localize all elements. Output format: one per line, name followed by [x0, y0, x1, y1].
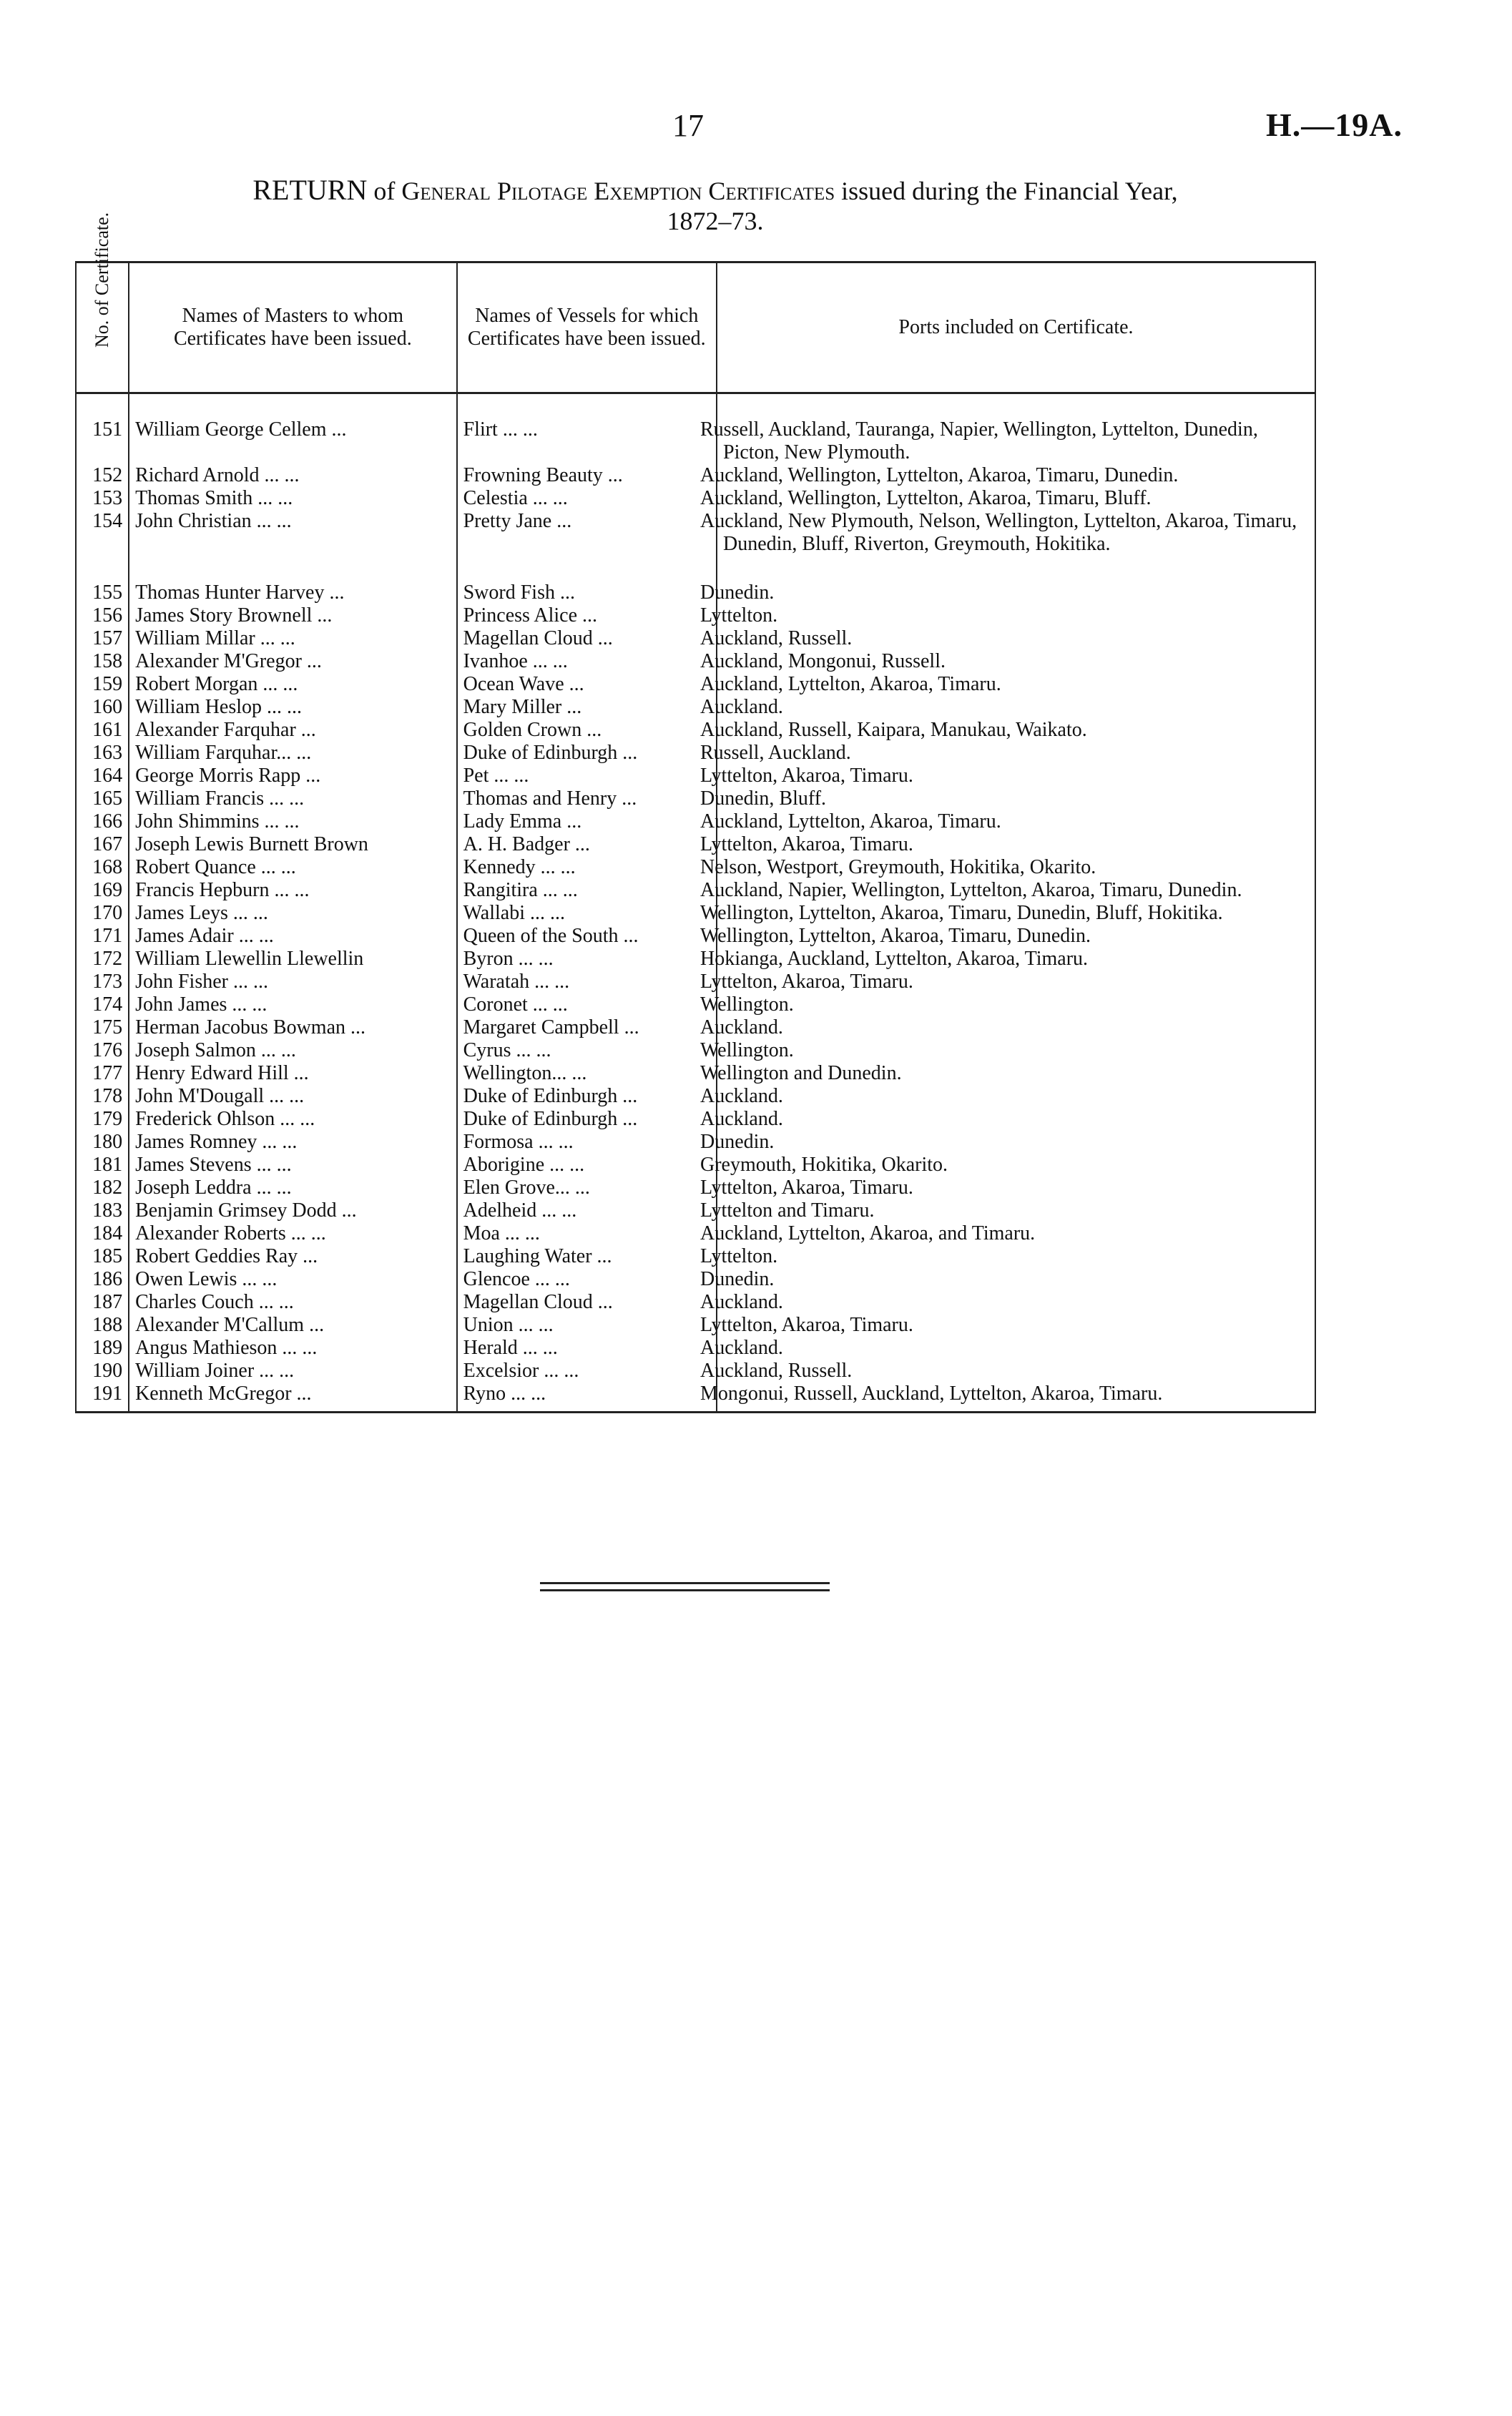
vessel-name-cell: Cyrus ... ... [457, 1039, 717, 1062]
vessel-name-cell: Princess Alice ... [457, 604, 717, 627]
certificate-number-cell: 168 [76, 856, 129, 879]
ports-cell: Wellington and Dunedin. [717, 1062, 1315, 1085]
vessel-name-cell: Union ... ... [457, 1314, 717, 1337]
title-year: 1872–73. [667, 207, 764, 235]
table-row [76, 1291, 1315, 1314]
vessel-name-cell: Wallabi ... ... [457, 902, 717, 925]
ports-cell: Auckland, Lyttelton, Akaroa, Timaru. [717, 673, 1315, 696]
ports-cell: Auckland. [717, 1337, 1315, 1360]
master-name-cell: James Romney ... ... [129, 1131, 457, 1154]
table-row [76, 879, 1315, 902]
vessel-name-cell: Duke of Edinburgh ... [457, 1108, 717, 1131]
master-name-cell: Robert Geddies Ray ... [129, 1245, 457, 1268]
certificate-number-cell: 151 [76, 418, 129, 464]
title-rest: issued during the Financial Year, [841, 177, 1178, 205]
ports-cell: Dunedin. [717, 1131, 1315, 1154]
certificate-number-cell: 170 [76, 902, 129, 925]
table-row [76, 1108, 1315, 1131]
vessel-name-cell: Aborigine ... ... [457, 1154, 717, 1177]
master-name-cell: Alexander M'Callum ... [129, 1314, 457, 1337]
vessel-name-cell: Excelsior ... ... [457, 1360, 717, 1383]
ports-cell: Dunedin. [717, 556, 1315, 604]
certificate-number-cell: 164 [76, 765, 129, 787]
vessel-name-cell: Kennedy ... ... [457, 856, 717, 879]
table-row [76, 1154, 1315, 1177]
table-row [76, 810, 1315, 833]
vessel-name-cell: Coronet ... ... [457, 993, 717, 1016]
certificate-number-cell: 159 [76, 673, 129, 696]
table-row [76, 833, 1315, 856]
table-body [76, 418, 1315, 1413]
vessel-name-cell: Ivanhoe ... ... [457, 650, 717, 673]
ports-cell: Lyttelton and Timaru. [717, 1199, 1315, 1222]
table-row [76, 787, 1315, 810]
master-name-cell: James Leys ... ... [129, 902, 457, 925]
ports-cell: Lyttelton. [717, 1245, 1315, 1268]
certificate-number-cell: 182 [76, 1177, 129, 1199]
master-name-cell: Thomas Smith ... ... [129, 487, 457, 510]
ports-cell: Auckland, Russell. [717, 627, 1315, 650]
vessel-name-cell: Duke of Edinburgh ... [457, 742, 717, 765]
ports-cell: Auckland, Napier, Wellington, Lyttelton, Akaroa, Timaru, Dunedin. [717, 879, 1315, 902]
title-return-word: RETURN [252, 174, 368, 206]
vessel-name-cell: Margaret Campbell ... [457, 1016, 717, 1039]
table-row [76, 1245, 1315, 1268]
table-row [76, 464, 1315, 487]
ports-cell: Wellington, Lyttelton, Akaroa, Timaru, Dunedin. [717, 925, 1315, 948]
certificate-number-cell: 191 [76, 1383, 129, 1413]
vessel-name-cell: Golden Crown ... [457, 719, 717, 742]
table-row [76, 856, 1315, 879]
closing-rule-bottom [540, 1589, 830, 1591]
ports-cell: Auckland. [717, 1016, 1315, 1039]
table-row [76, 902, 1315, 925]
vessel-name-cell: Lady Emma ... [457, 810, 717, 833]
vessel-name-cell: Pet ... ... [457, 765, 717, 787]
vessel-name-cell: Rangitira ... ... [457, 879, 717, 902]
certificate-number-cell: 186 [76, 1268, 129, 1291]
master-name-cell: William Farquhar... ... [129, 742, 457, 765]
master-name-cell: Alexander Roberts ... ... [129, 1222, 457, 1245]
certificate-number-cell: 156 [76, 604, 129, 627]
master-name-cell: Francis Hepburn ... ... [129, 879, 457, 902]
master-name-cell: James Stevens ... ... [129, 1154, 457, 1177]
vessel-name-cell: Sword Fish ... [457, 556, 717, 604]
ports-cell: Dunedin, Bluff. [717, 787, 1315, 810]
header-spacer [76, 393, 1315, 419]
table-row [76, 673, 1315, 696]
certificate-number-cell: 183 [76, 1199, 129, 1222]
ports-cell: Lyttelton, Akaroa, Timaru. [717, 1177, 1315, 1199]
ports-cell: Auckland. [717, 696, 1315, 719]
certificate-number-cell: 181 [76, 1154, 129, 1177]
ports-cell: Auckland, Wellington, Lyttelton, Akaroa, Timaru, Bluff. [717, 487, 1315, 510]
table-row [76, 650, 1315, 673]
vessel-name-cell: Frowning Beauty ... [457, 464, 717, 487]
closing-rule-top [540, 1582, 830, 1584]
table-row [76, 487, 1315, 510]
ports-cell: Auckland. [717, 1108, 1315, 1131]
certificate-number-cell: 166 [76, 810, 129, 833]
table-row [76, 1062, 1315, 1085]
master-name-cell: Herman Jacobus Bowman ... [129, 1016, 457, 1039]
title-of: of [373, 177, 396, 205]
ports-cell: Lyttelton. [717, 604, 1315, 627]
table-row [76, 1268, 1315, 1291]
certificate-number-cell: 177 [76, 1062, 129, 1085]
master-name-cell: William Joiner ... ... [129, 1360, 457, 1383]
vessel-name-cell: Pretty Jane ... [457, 510, 717, 556]
master-name-cell: George Morris Rapp ... [129, 765, 457, 787]
master-name-cell: John Shimmins ... ... [129, 810, 457, 833]
ports-cell: Auckland, Mongonui, Russell. [717, 650, 1315, 673]
master-name-cell: Benjamin Grimsey Dodd ... [129, 1199, 457, 1222]
certificate-number-cell: 165 [76, 787, 129, 810]
document-reference: H.—19A. [1266, 107, 1403, 143]
vessel-name-cell: Moa ... ... [457, 1222, 717, 1245]
table-row [76, 1016, 1315, 1039]
table-row [76, 925, 1315, 948]
table-row [76, 1383, 1315, 1413]
vessel-name-cell: Adelheid ... ... [457, 1199, 717, 1222]
table-row [76, 719, 1315, 742]
vessel-name-cell: Thomas and Henry ... [457, 787, 717, 810]
vessel-name-cell: Wellington... ... [457, 1062, 717, 1085]
ports-cell: Lyttelton, Akaroa, Timaru. [717, 833, 1315, 856]
certificate-number-cell: 175 [76, 1016, 129, 1039]
certificate-number-cell: 190 [76, 1360, 129, 1383]
ports-cell: Auckland. [717, 1291, 1315, 1314]
master-name-cell: William Heslop ... ... [129, 696, 457, 719]
table-row [76, 742, 1315, 765]
vessel-name-cell: Waratah ... ... [457, 971, 717, 993]
certificate-number-cell: 153 [76, 487, 129, 510]
page-number: 17 [672, 108, 704, 143]
header-masters: Names of Masters to whom Certificates have been issued. [129, 262, 457, 393]
table-row [76, 604, 1315, 627]
table-row [76, 1177, 1315, 1199]
master-name-cell: Angus Mathieson ... ... [129, 1337, 457, 1360]
certificate-number-cell: 174 [76, 993, 129, 1016]
certificate-number-cell: 173 [76, 971, 129, 993]
vessel-name-cell: Mary Miller ... [457, 696, 717, 719]
ports-cell: Auckland, Russell. [717, 1360, 1315, 1383]
certificate-number-cell: 172 [76, 948, 129, 971]
certificate-number-cell: 171 [76, 925, 129, 948]
vessel-name-cell: Herald ... ... [457, 1337, 717, 1360]
master-name-cell: Richard Arnold ... ... [129, 464, 457, 487]
table-row [76, 1039, 1315, 1062]
master-name-cell: Joseph Lewis Burnett Brown [129, 833, 457, 856]
certificate-number-cell: 158 [76, 650, 129, 673]
vessel-name-cell: Celestia ... ... [457, 487, 717, 510]
ports-cell: Auckland, Lyttelton, Akaroa, and Timaru. [717, 1222, 1315, 1245]
certificate-number-cell: 189 [76, 1337, 129, 1360]
master-name-cell: Alexander Farquhar ... [129, 719, 457, 742]
certificate-number-cell: 155 [76, 556, 129, 604]
certificate-number-cell: 185 [76, 1245, 129, 1268]
master-name-cell: Joseph Leddra ... ... [129, 1177, 457, 1199]
vessel-name-cell: Elen Grove... ... [457, 1177, 717, 1199]
master-name-cell: Alexander M'Gregor ... [129, 650, 457, 673]
vessel-name-cell: A. H. Badger ... [457, 833, 717, 856]
ports-cell: Auckland, Lyttelton, Akaroa, Timaru. [717, 810, 1315, 833]
ports-cell: Greymouth, Hokitika, Okarito. [717, 1154, 1315, 1177]
vessel-name-cell: Ryno ... ... [457, 1383, 717, 1413]
ports-cell: Nelson, Westport, Greymouth, Hokitika, Okarito. [717, 856, 1315, 879]
master-name-cell: John James ... ... [129, 993, 457, 1016]
ports-cell: Mongonui, Russell, Auckland, Lyttelton, Akaroa, Timaru. [717, 1383, 1315, 1413]
certificate-number-cell: 163 [76, 742, 129, 765]
vessel-name-cell: Magellan Cloud ... [457, 1291, 717, 1314]
master-name-cell: William Millar ... ... [129, 627, 457, 650]
header-certificate-number: No. of Certificate. [76, 262, 129, 393]
master-name-cell: Charles Couch ... ... [129, 1291, 457, 1314]
table-row [76, 556, 1315, 604]
table-row [76, 1360, 1315, 1383]
header-vessels: Names of Vessels for which Certificates have been issued. [457, 262, 717, 393]
master-name-cell: William George Cellem ... [129, 418, 457, 464]
certificate-number-cell: 184 [76, 1222, 129, 1245]
certificate-number-cell: 167 [76, 833, 129, 856]
vessel-name-cell: Ocean Wave ... [457, 673, 717, 696]
master-name-cell: Kenneth McGregor ... [129, 1383, 457, 1413]
ports-cell: Wellington, Lyttelton, Akaroa, Timaru, Dunedin, Bluff, Hokitika. [717, 902, 1315, 925]
vessel-name-cell: Flirt ... ... [457, 418, 717, 464]
table-row [76, 1085, 1315, 1108]
master-name-cell: William Francis ... ... [129, 787, 457, 810]
certificate-number-cell: 160 [76, 696, 129, 719]
certificate-number-cell: 188 [76, 1314, 129, 1337]
master-name-cell: Thomas Hunter Harvey ... [129, 556, 457, 604]
vessel-name-cell: Byron ... ... [457, 948, 717, 971]
ports-cell: Auckland, Wellington, Lyttelton, Akaroa, Timaru, Dunedin. [717, 464, 1315, 487]
table-row [76, 510, 1315, 556]
vessel-name-cell: Magellan Cloud ... [457, 627, 717, 650]
title-subject: General Pilotage Exemption Certificates [401, 177, 835, 205]
ports-cell: Lyttelton, Akaroa, Timaru. [717, 765, 1315, 787]
master-name-cell: Henry Edward Hill ... [129, 1062, 457, 1085]
master-name-cell: Robert Morgan ... ... [129, 673, 457, 696]
vessel-name-cell: Duke of Edinburgh ... [457, 1085, 717, 1108]
certificate-number-cell: 161 [76, 719, 129, 742]
certificate-number-cell: 152 [76, 464, 129, 487]
ports-cell: Lyttelton, Akaroa, Timaru. [717, 1314, 1315, 1337]
ports-cell: Auckland, New Plymouth, Nelson, Wellington, Lyttelton, Akaroa, Timaru, Dunedin, Bluff, Riverton, Greymouth, Hokitika. [717, 510, 1315, 556]
page-title [100, 175, 1330, 236]
master-name-cell: James Story Brownell ... [129, 604, 457, 627]
table-row [76, 696, 1315, 719]
certificate-number-cell: 176 [76, 1039, 129, 1062]
master-name-cell: John Christian ... ... [129, 510, 457, 556]
table-row [76, 1337, 1315, 1360]
table-row [76, 418, 1315, 464]
certificate-number-cell: 169 [76, 879, 129, 902]
header-ports: Ports included on Certificate. [717, 262, 1315, 393]
ports-cell: Hokianga, Auckland, Lyttelton, Akaroa, Timaru. [717, 948, 1315, 971]
certificate-number-cell: 179 [76, 1108, 129, 1131]
table-row [76, 765, 1315, 787]
certificate-number-cell: 180 [76, 1131, 129, 1154]
certificate-number-cell: 178 [76, 1085, 129, 1108]
ports-cell: Wellington. [717, 993, 1315, 1016]
vessel-name-cell: Formosa ... ... [457, 1131, 717, 1154]
ports-cell: Russell, Auckland, Tauranga, Napier, Wellington, Lyttelton, Dunedin, Picton, New Plymouth. [717, 418, 1315, 464]
ports-cell: Lyttelton, Akaroa, Timaru. [717, 971, 1315, 993]
master-name-cell: Frederick Ohlson ... ... [129, 1108, 457, 1131]
table-row [76, 971, 1315, 993]
ports-cell: Dunedin. [717, 1268, 1315, 1291]
ports-cell: Auckland, Russell, Kaipara, Manukau, Waikato. [717, 719, 1315, 742]
master-name-cell: William Llewellin Llewellin [129, 948, 457, 971]
ports-cell: Russell, Auckland. [717, 742, 1315, 765]
master-name-cell: John M'Dougall ... ... [129, 1085, 457, 1108]
master-name-cell: Robert Quance ... ... [129, 856, 457, 879]
master-name-cell: Owen Lewis ... ... [129, 1268, 457, 1291]
vessel-name-cell: Laughing Water ... [457, 1245, 717, 1268]
table-row [76, 1314, 1315, 1337]
master-name-cell: John Fisher ... ... [129, 971, 457, 993]
master-name-cell: James Adair ... ... [129, 925, 457, 948]
table-row [76, 948, 1315, 971]
ports-cell: Auckland. [717, 1085, 1315, 1108]
table-row [76, 627, 1315, 650]
vessel-name-cell: Glencoe ... ... [457, 1268, 717, 1291]
vessel-name-cell: Queen of the South ... [457, 925, 717, 948]
table-row [76, 1222, 1315, 1245]
master-name-cell: Joseph Salmon ... ... [129, 1039, 457, 1062]
table-row [76, 1199, 1315, 1222]
certificate-number-cell: 157 [76, 627, 129, 650]
table-row [76, 1131, 1315, 1154]
certificate-number-cell: 154 [76, 510, 129, 556]
ports-cell: Wellington. [717, 1039, 1315, 1062]
table-row [76, 993, 1315, 1016]
table-header-row [76, 262, 1315, 393]
certificate-number-cell: 187 [76, 1291, 129, 1314]
